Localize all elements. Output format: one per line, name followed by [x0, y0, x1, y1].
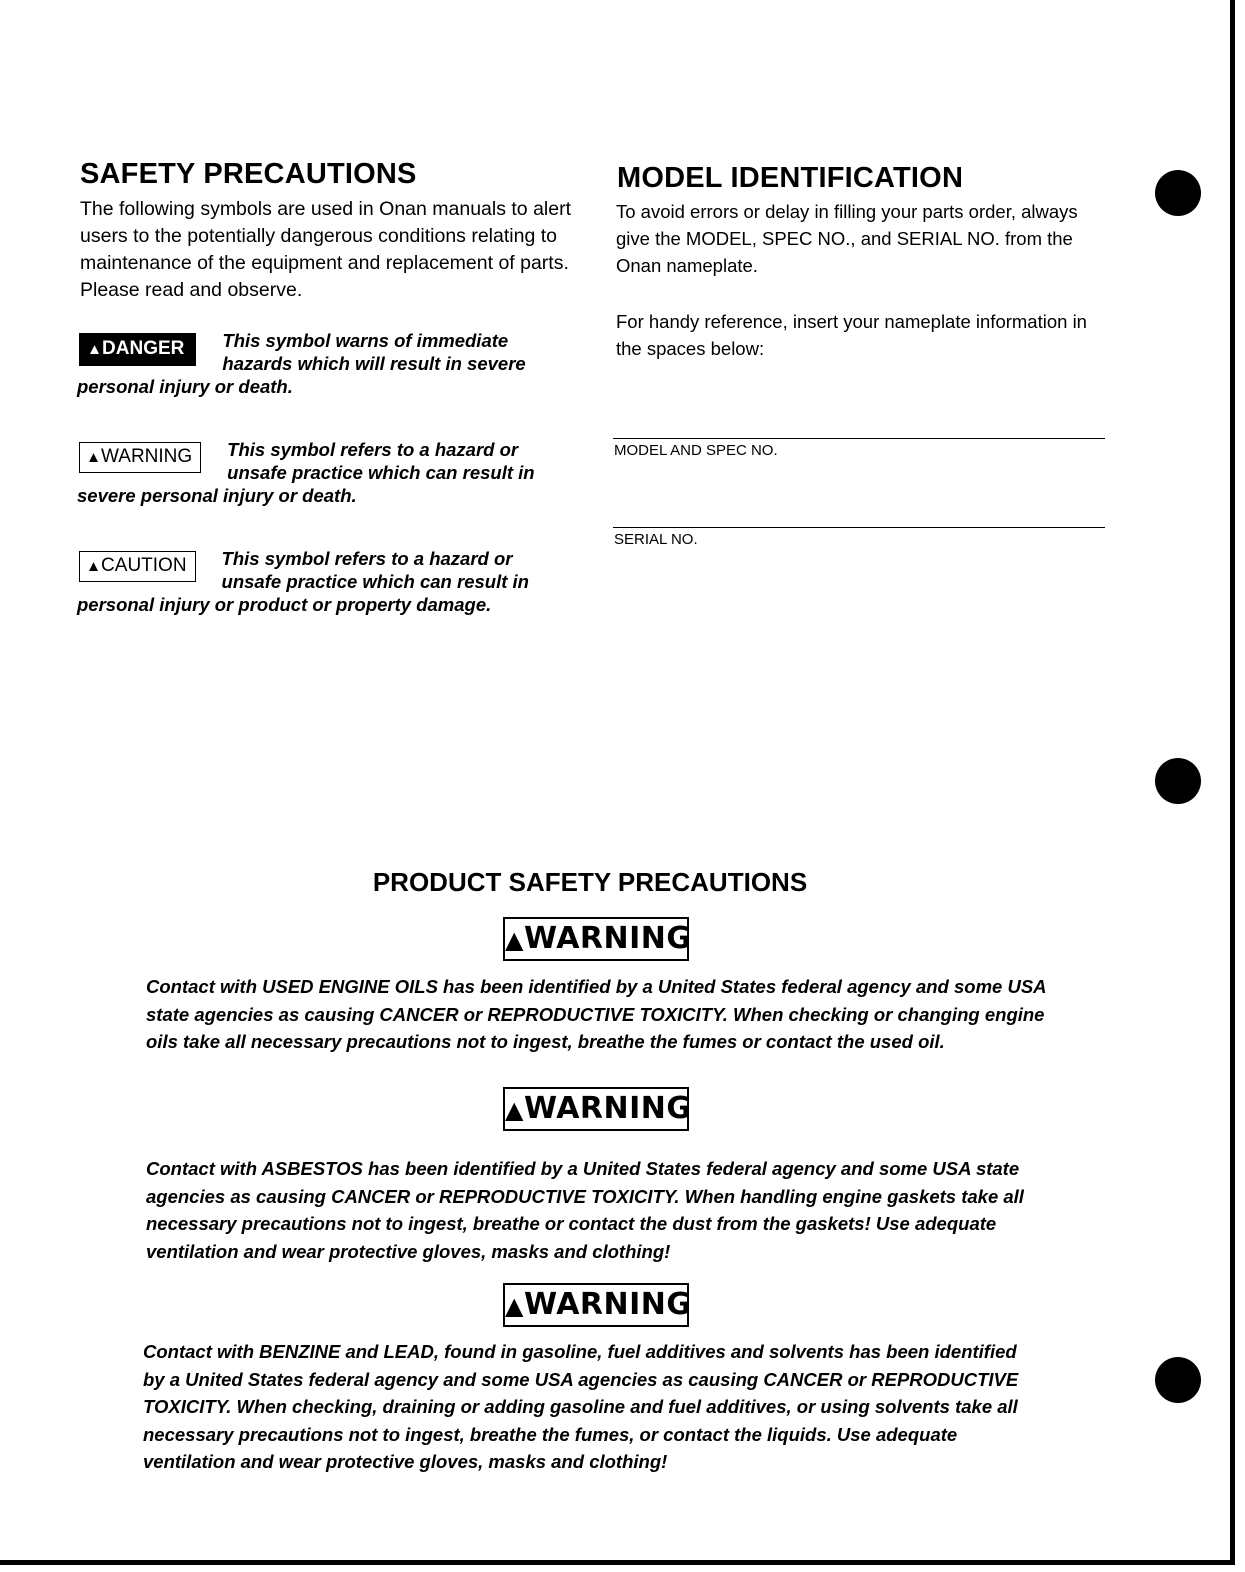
caution-badge-label: CAUTION: [101, 555, 187, 576]
warning-triangle-icon: ▲: [505, 1096, 524, 1124]
warning-badge-label: WARNING: [101, 446, 193, 467]
warning-label: WARNING: [523, 921, 692, 956]
danger-badge-label: DANGER: [102, 338, 185, 359]
serial-number-line[interactable]: [613, 527, 1105, 528]
warning-badge: [79, 442, 201, 473]
warning-description: This symbol refers to a hazard or unsafe practice which can result in severe personal injury or death.: [77, 439, 535, 506]
warning-triangle-icon: ▲: [87, 341, 103, 358]
danger-description: This symbol warns of immediate hazards which will result in severe personal injury or death.: [77, 330, 526, 397]
binder-hole-middle: [1155, 758, 1201, 804]
warning-symbol-row: [77, 438, 572, 507]
binder-hole-bottom: [1155, 1357, 1201, 1403]
warning-label-box: [503, 1087, 692, 1131]
product-safety-heading: PRODUCT SAFETY PRECAUTIONS: [372, 867, 808, 897]
warning-triangle-icon: ▲: [86, 558, 102, 575]
warning-label: WARNING: [523, 1091, 692, 1126]
warning-triangle-icon: ▲: [505, 926, 524, 954]
safety-intro-text: The following symbols are used in Onan manuals to alert users to the potentially dangerous conditions relating to maintenance of the equipment and replacement of parts. Please read and observe.: [80, 198, 572, 301]
model-instructions-text: To avoid errors or delay in filling your parts order, always give the MODEL, SPEC NO., and SERIAL NO. from the Onan nameplate.: [616, 201, 1078, 276]
model-identification-heading: MODEL IDENTIFICATION: [617, 162, 964, 194]
danger-badge: [79, 333, 196, 366]
benzine-lead-warning-text: Contact with BENZINE and LEAD, found in gasoline, fuel additives and solvents has been identified by a United States federal agency and some USA agencies as causing CANCER or REPRODUCTIVE TOXICITY. When checking, draining or adding gasoline and fuel additives, or using solvents take all necessary precautions not to ingest, breathe the fumes, or contact the liquids. Use adequate ventilation and wear protective gloves, masks and clothing!: [143, 1341, 1019, 1472]
danger-symbol-row: [77, 329, 572, 398]
model-spec-label: MODEL AND SPEC NO.: [614, 442, 778, 459]
nameplate-reference-text: For handy reference, insert your nameplate information in the spaces below:: [616, 311, 1087, 359]
binder-hole-top: [1155, 170, 1201, 216]
caution-badge: [79, 551, 196, 582]
caution-symbol-row: [77, 547, 572, 616]
model-spec-line[interactable]: [613, 438, 1105, 439]
warning-triangle-icon: ▲: [86, 449, 102, 466]
safety-precautions-heading: SAFETY PRECAUTIONS: [80, 158, 417, 190]
warning-label-box: [503, 1283, 692, 1327]
caution-description: This symbol refers to a hazard or unsafe practice which can result in personal injury or product or property damage.: [77, 548, 529, 615]
used-engine-oil-warning-text: Contact with USED ENGINE OILS has been identified by a United States federal agency and some USA state agencies as causing CANCER or REPRODUCTIVE TOXICITY. When checking or changing engine oils take all necessary precautions not to ingest, breathe the fumes or contact the used oil.: [146, 976, 1046, 1052]
serial-number-label: SERIAL NO.: [614, 531, 698, 548]
warning-triangle-icon: ▲: [505, 1292, 524, 1320]
asbestos-warning-text: Contact with ASBESTOS has been identified by a United States federal agency and some USA state agencies as causing CANCER or REPRODUCTIVE TOXICITY. When handling engine gaskets take all necessary precautions not to ingest, breathe or contact the dust from the gaskets! Use adequate ventilation and wear protective gloves, masks and clothing!: [146, 1158, 1024, 1262]
warning-label: WARNING: [523, 1287, 692, 1322]
warning-label-box: [503, 917, 692, 961]
